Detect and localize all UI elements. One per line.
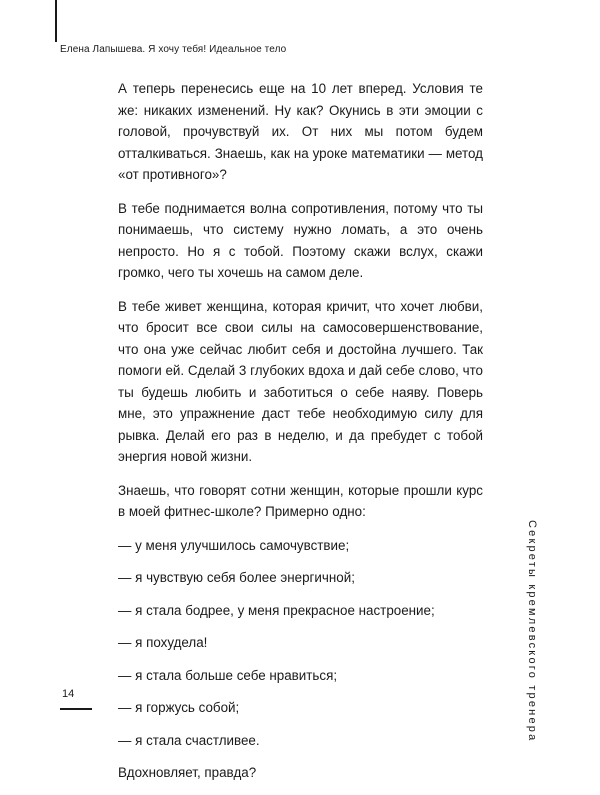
list-item: — я чувствую себя более энергичной; <box>118 570 355 585</box>
paragraph: А теперь перенесись еще на 10 лет вперед. Условия те же: никаких изменений. Ну как? Окунись в эти эмоции с головой, прочувствуй их. От них мы потом будем отталкиваться. Знаешь, как на уроке математики — метод «от противного»? <box>118 81 483 182</box>
list-item: — я стала больше себе нравиться; <box>118 667 338 683</box>
paragraph: В тебе поднимается волна сопротивления, потому что ты понимаешь, что систему нужно ломать, а это очень непросто. Но я с тобой. Поэтому скажи вслух, скажи громко, чего ты хочешь на самом деле. <box>118 200 483 280</box>
page-body <box>118 78 483 795</box>
closing-line: Вдохновляет, правда? <box>118 765 257 780</box>
running-head: Елена Лапышева. Я хочу тебя! Идеальное тело <box>60 44 287 55</box>
page-number: 14 <box>62 688 75 700</box>
list-item: — я стала счастливее. <box>118 732 260 748</box>
list-item: — у меня улучшилось самочувствие; <box>118 537 350 553</box>
footer-rule <box>60 708 92 710</box>
side-label: Секреты кремлевского тренера <box>526 520 538 743</box>
list-item: — я стала бодрее, у меня прекрасное настроение; <box>118 602 435 618</box>
paragraph: Знаешь, что говорят сотни женщин, которые прошли курс в моей фитнес-школе? Примерно одно: <box>118 482 483 519</box>
list-item: — я горжусь собой; <box>118 700 240 715</box>
top-rule <box>55 0 57 42</box>
list-item: — я похудела! <box>118 635 208 650</box>
paragraph: В тебе живет женщина, которая кричит, что хочет любви, что бросит все свои силы на самосовершенствование, что она уже сейчас любит себя и достойна лучшего. Так помоги ей. Сделай 3 глубоких вдоха и дай себе слово, что ты будешь любить и заботиться о себе наяву. Поверь мне, это упражнение даст тебе необходимую силу для рывка. Делай его раз в неделю, и да пребудет с тобой энергия новой жизни. <box>118 298 483 464</box>
